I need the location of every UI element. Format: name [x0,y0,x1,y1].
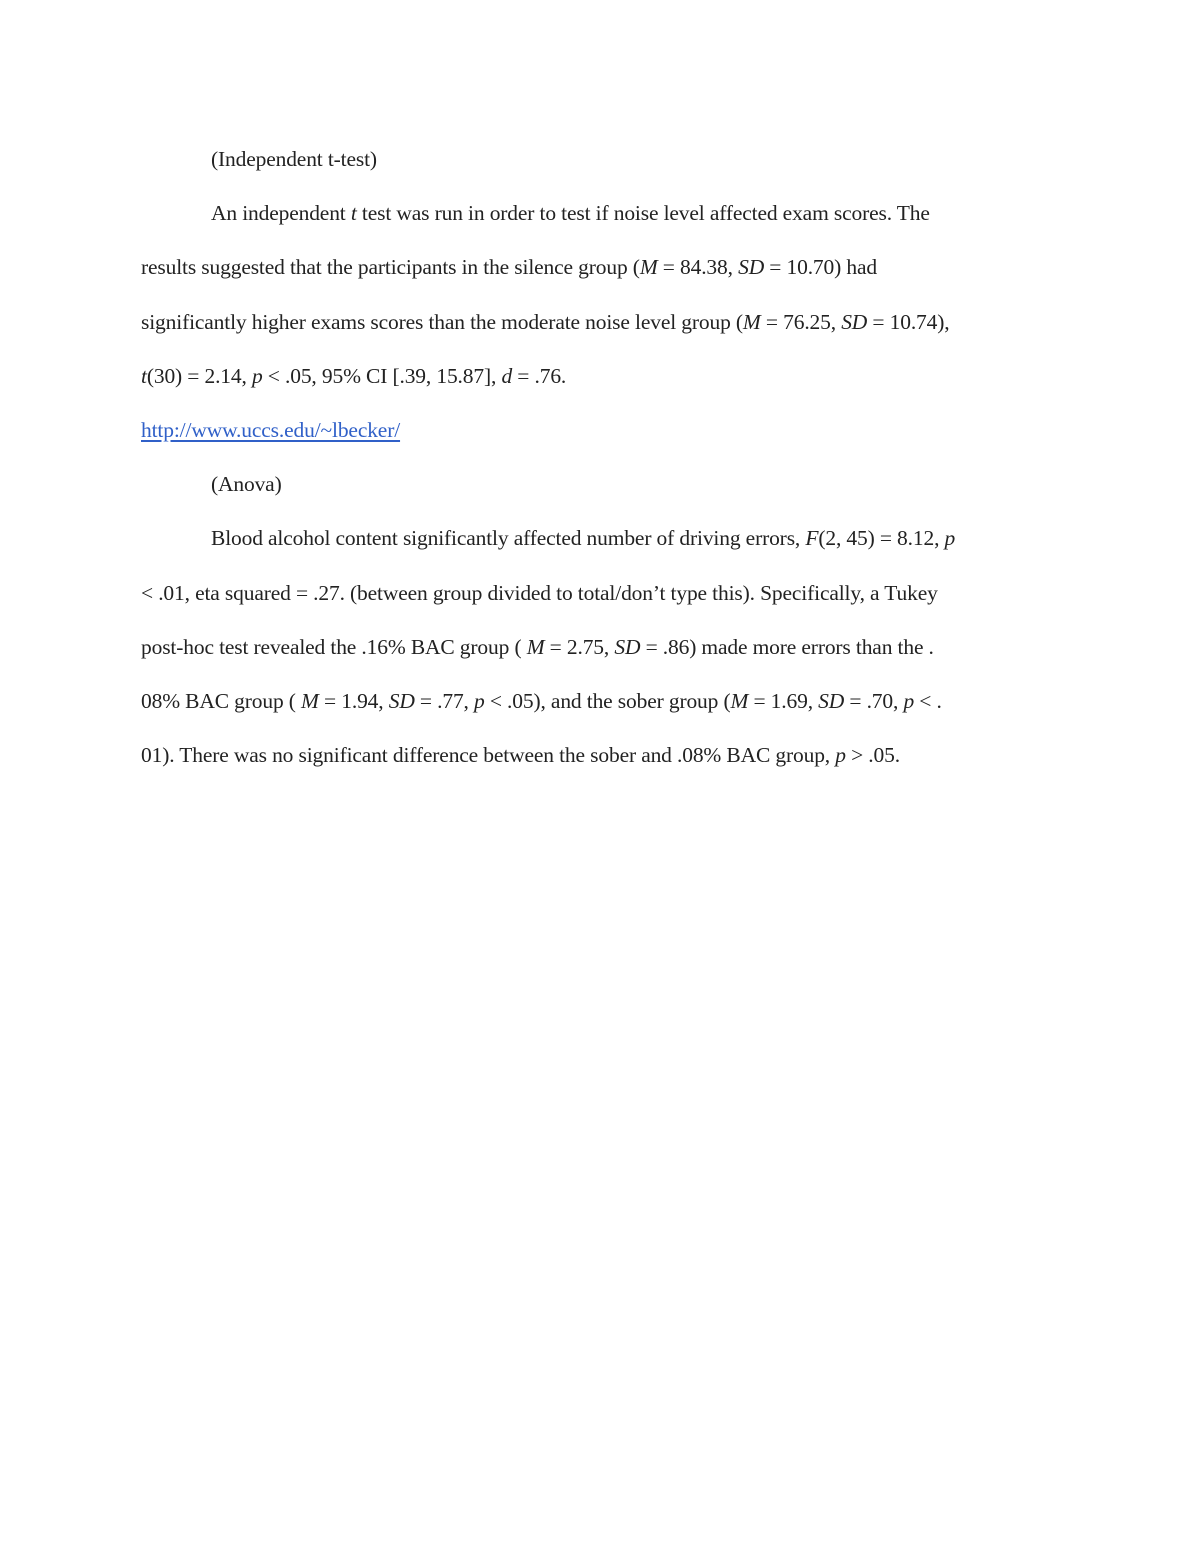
italic-symbol: SD [818,688,845,713]
italic-symbol: p [474,688,485,713]
ttest-line-1 [141,186,1056,240]
text-run: = .76. [512,363,567,388]
anova-line-1 [141,511,1056,565]
text-run: Blood alcohol content significantly affected number of driving errors, [211,526,806,551]
text-run: = 1.69, [748,688,819,713]
italic-symbol: p [903,688,915,713]
text-run: significantly higher exams scores than the moderate noise level group ( [141,309,743,334]
italic-symbol: p [944,526,956,551]
anova-heading: (Anova) [211,472,282,497]
text-run: An independent [211,201,351,226]
text-run: < .05), and the sober group ( [484,688,731,713]
text-run: = 1.94, [318,688,389,713]
anova-line-2 [141,566,1056,620]
text-run: 08% BAC group ( [141,688,302,713]
text-run: < .01, eta squared = .27. (between group divided to total/don’t type this). Specifically, a Tukey [141,580,938,605]
text-run: = 76.25, [760,309,842,334]
italic-symbol: SD [841,309,868,334]
text-run: < .05, 95% CI [.39, 15.87], [262,363,502,388]
ttest-heading: (Independent t-test) [211,147,377,171]
text-run: 01). There was no significant difference between the sober and .08% BAC group, [141,743,836,768]
italic-symbol: M [639,255,658,280]
anova-line-3 [141,620,1056,674]
ttest-line-4 [141,349,1056,403]
text-run: post-hoc test revealed the .16% BAC group ( [141,634,527,659]
text-run: = .86) made more errors than the . [640,634,934,659]
ttest-line-3 [141,295,1056,349]
document-body [141,132,1056,782]
text-run: = .70, [844,688,904,713]
text-run: < . [914,688,942,713]
italic-symbol: SD [388,688,415,713]
anova-line-4 [141,674,1056,728]
reference-link[interactable]: http://www.uccs.edu/~lbecker/ [141,417,401,442]
text-run: = 2.75, [544,634,615,659]
italic-symbol: SD [738,255,765,280]
italic-symbol: d [501,363,513,388]
ttest-line-2 [141,240,1056,294]
text-run: (30) = 2.14, [146,363,252,388]
italic-symbol: F [805,526,819,551]
italic-symbol: p [251,363,263,388]
text-run: results suggested that the participants in the silence group ( [141,255,640,280]
text-run: = 10.70) had [764,255,877,280]
text-run: (2, 45) = 8.12, [818,526,945,551]
italic-symbol: M [742,309,761,334]
italic-symbol: t [350,201,357,226]
italic-symbol: SD [614,634,641,659]
text-run: test was run in order to test if noise level affected exam scores. The [356,201,930,226]
reference-line [141,403,1056,457]
anova-line-5 [141,728,1056,782]
text-run: = 10.74), [867,309,950,334]
italic-symbol: M [730,688,749,713]
italic-symbol: p [835,743,846,768]
italic-symbol: M [526,634,545,659]
italic-symbol: M [301,688,319,713]
text-run: = .77, [414,688,475,713]
text-run: = 84.38, [657,255,739,280]
text-run: > .05. [845,743,900,768]
italic-symbol: t [141,363,147,388]
